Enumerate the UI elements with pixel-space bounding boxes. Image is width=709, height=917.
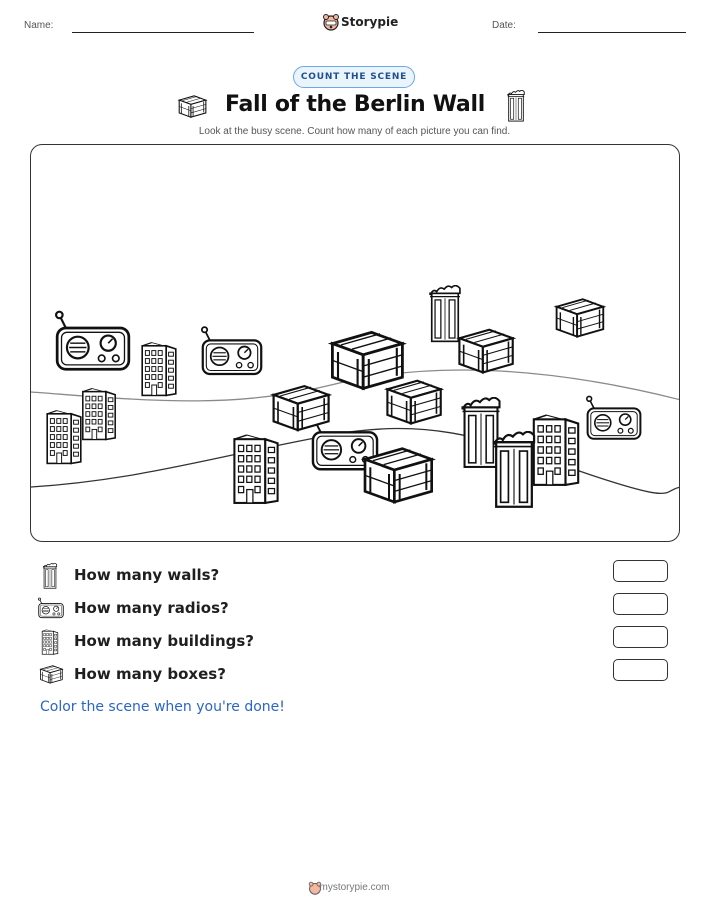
question-label: How many boxes?: [74, 665, 226, 683]
date-label: Date:: [492, 20, 516, 31]
building-2: [83, 389, 115, 440]
building-icon: [38, 629, 64, 655]
box-2: [459, 330, 512, 373]
brand-name: Storypie: [341, 15, 399, 29]
storypie-logo-icon: [322, 13, 340, 31]
radio-icon: [38, 596, 64, 622]
box-5: [387, 381, 440, 424]
question-label: How many walls?: [74, 566, 220, 584]
wall-icon: [38, 563, 64, 589]
radio-1: [56, 312, 129, 370]
question-buildings: [38, 629, 678, 655]
name-label: Name:: [24, 20, 54, 31]
building-1: [142, 343, 176, 396]
radio-2: [202, 327, 261, 374]
question-label: How many buildings?: [74, 632, 254, 650]
building-3: [47, 411, 81, 464]
radio-4: [587, 396, 641, 438]
box-icon: [38, 662, 64, 688]
wall-icon: [505, 90, 527, 122]
building-4: [234, 435, 277, 503]
radios-answer-box[interactable]: [613, 593, 668, 615]
box-3: [557, 299, 604, 336]
wall-3: [494, 432, 534, 507]
buildings-answer-box[interactable]: [613, 626, 668, 648]
box-1: [332, 332, 402, 388]
color-instruction: Color the scene when you're done!: [40, 699, 285, 715]
question-walls: [38, 563, 678, 589]
page-title: Fall of the Berlin Wall: [225, 92, 485, 117]
question-radios: [38, 596, 678, 622]
date-line[interactable]: [538, 32, 686, 33]
question-boxes: [38, 662, 678, 688]
box-icon: [176, 92, 208, 120]
instructions: Look at the busy scene. Count how many of each picture you can find.: [198, 126, 511, 137]
name-line[interactable]: [72, 32, 254, 33]
question-label: How many radios?: [74, 599, 229, 617]
counting-scene: [30, 144, 680, 542]
building-5: [534, 415, 578, 485]
count-the-scene-badge: COUNT THE SCENE: [293, 66, 415, 88]
wall-1: [430, 286, 460, 342]
box-6: [365, 449, 432, 502]
box-4: [274, 386, 329, 430]
walls-answer-box[interactable]: [613, 560, 668, 582]
wall-2: [462, 398, 499, 467]
boxes-answer-box[interactable]: [613, 659, 668, 681]
footer-url[interactable]: mystorypie.com: [319, 882, 390, 893]
